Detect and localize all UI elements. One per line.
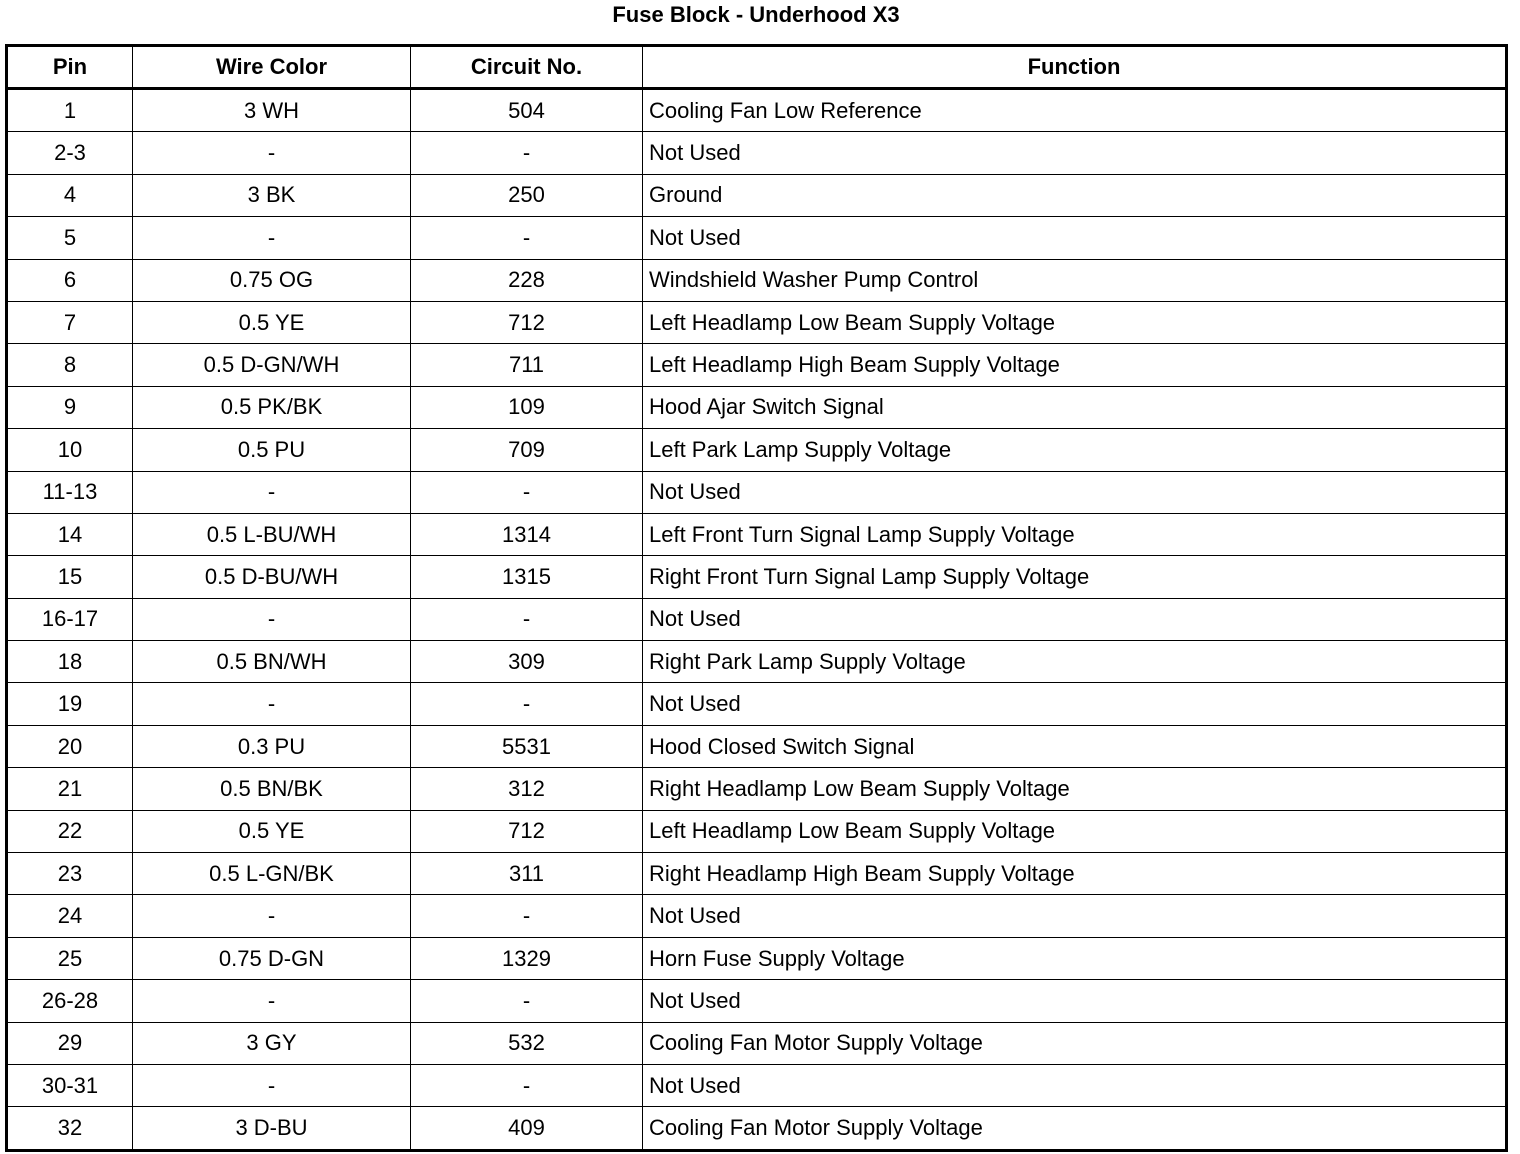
function-cell: Left Headlamp Low Beam Supply Voltage (643, 810, 1507, 852)
wire-color-cell: 0.5 PU (133, 429, 411, 471)
pin-cell: 22 (7, 810, 133, 852)
function-cell: Horn Fuse Supply Voltage (643, 937, 1507, 979)
table-row (7, 641, 1507, 683)
circuit-cell: 309 (411, 641, 643, 683)
circuit-cell: - (411, 471, 643, 513)
table-row (7, 471, 1507, 513)
table-row (7, 725, 1507, 767)
wire-color-cell: 0.5 YE (133, 301, 411, 343)
wire-color-cell: 0.75 OG (133, 259, 411, 301)
table-row (7, 895, 1507, 937)
pin-cell: 11-13 (7, 471, 133, 513)
circuit-cell: 311 (411, 853, 643, 895)
circuit-cell: - (411, 132, 643, 174)
header-function: Function (643, 46, 1507, 89)
wire-color-cell: 0.3 PU (133, 725, 411, 767)
function-cell: Right Headlamp Low Beam Supply Voltage (643, 768, 1507, 810)
pin-cell: 21 (7, 768, 133, 810)
circuit-cell: 1315 (411, 556, 643, 598)
function-cell: Right Front Turn Signal Lamp Supply Voltage (643, 556, 1507, 598)
function-cell: Not Used (643, 598, 1507, 640)
pin-cell: 9 (7, 386, 133, 428)
circuit-cell: 709 (411, 429, 643, 471)
pin-cell: 7 (7, 301, 133, 343)
table-row (7, 344, 1507, 386)
function-cell: Left Headlamp High Beam Supply Voltage (643, 344, 1507, 386)
table-row (7, 174, 1507, 216)
wire-color-cell: - (133, 1064, 411, 1106)
function-cell: Left Front Turn Signal Lamp Supply Voltage (643, 513, 1507, 555)
function-cell: Cooling Fan Motor Supply Voltage (643, 1107, 1507, 1150)
function-cell: Not Used (643, 471, 1507, 513)
wire-color-cell: 3 WH (133, 89, 411, 132)
table-header-row (7, 46, 1507, 89)
circuit-cell: - (411, 980, 643, 1022)
function-cell: Cooling Fan Low Reference (643, 89, 1507, 132)
circuit-cell: - (411, 598, 643, 640)
table-row (7, 132, 1507, 174)
function-cell: Cooling Fan Motor Supply Voltage (643, 1022, 1507, 1064)
table-row (7, 259, 1507, 301)
table-row (7, 1107, 1507, 1150)
wire-color-cell: - (133, 895, 411, 937)
table-row (7, 513, 1507, 555)
pin-cell: 19 (7, 683, 133, 725)
function-cell: Not Used (643, 1064, 1507, 1106)
header-pin: Pin (7, 46, 133, 89)
pin-cell: 30-31 (7, 1064, 133, 1106)
function-cell: Hood Ajar Switch Signal (643, 386, 1507, 428)
function-cell: Not Used (643, 895, 1507, 937)
pin-cell: 16-17 (7, 598, 133, 640)
connector-pinout-table (5, 44, 1508, 1152)
pin-cell: 18 (7, 641, 133, 683)
function-cell: Windshield Washer Pump Control (643, 259, 1507, 301)
pin-cell: 29 (7, 1022, 133, 1064)
circuit-cell: - (411, 683, 643, 725)
circuit-cell: 712 (411, 810, 643, 852)
wire-color-cell: 0.5 YE (133, 810, 411, 852)
circuit-cell: - (411, 217, 643, 259)
circuit-cell: 409 (411, 1107, 643, 1150)
function-cell: Ground (643, 174, 1507, 216)
table-row (7, 556, 1507, 598)
wire-color-cell: 0.5 D-GN/WH (133, 344, 411, 386)
function-cell: Left Park Lamp Supply Voltage (643, 429, 1507, 471)
circuit-cell: - (411, 1064, 643, 1106)
function-cell: Right Headlamp High Beam Supply Voltage (643, 853, 1507, 895)
header-circuit-no: Circuit No. (411, 46, 643, 89)
header-wire-color: Wire Color (133, 46, 411, 89)
wire-color-cell: 0.5 BN/BK (133, 768, 411, 810)
wire-color-cell: 3 GY (133, 1022, 411, 1064)
function-cell: Not Used (643, 980, 1507, 1022)
pin-cell: 10 (7, 429, 133, 471)
circuit-cell: 250 (411, 174, 643, 216)
table-row (7, 217, 1507, 259)
circuit-cell: 532 (411, 1022, 643, 1064)
pin-cell: 4 (7, 174, 133, 216)
table-row (7, 89, 1507, 132)
wire-color-cell: 0.5 L-GN/BK (133, 853, 411, 895)
wire-color-cell: 0.5 BN/WH (133, 641, 411, 683)
wire-color-cell: - (133, 980, 411, 1022)
wire-color-cell: - (133, 471, 411, 513)
circuit-cell: 228 (411, 259, 643, 301)
pin-cell: 25 (7, 937, 133, 979)
wire-color-cell: 0.5 PK/BK (133, 386, 411, 428)
pin-cell: 8 (7, 344, 133, 386)
wire-color-cell: 3 BK (133, 174, 411, 216)
circuit-cell: 712 (411, 301, 643, 343)
wire-color-cell: - (133, 217, 411, 259)
table-body (7, 89, 1507, 1151)
table-row (7, 1064, 1507, 1106)
table-row (7, 1022, 1507, 1064)
pin-cell: 24 (7, 895, 133, 937)
circuit-cell: 1314 (411, 513, 643, 555)
function-cell: Right Park Lamp Supply Voltage (643, 641, 1507, 683)
pin-cell: 26-28 (7, 980, 133, 1022)
pin-cell: 1 (7, 89, 133, 132)
circuit-cell: 312 (411, 768, 643, 810)
wire-color-cell: 0.75 D-GN (133, 937, 411, 979)
pin-cell: 32 (7, 1107, 133, 1150)
pin-cell: 23 (7, 853, 133, 895)
wire-color-cell: 0.5 D-BU/WH (133, 556, 411, 598)
table-row (7, 429, 1507, 471)
wire-color-cell: - (133, 132, 411, 174)
page-title: Fuse Block - Underhood X3 (612, 2, 900, 27)
function-cell: Not Used (643, 683, 1507, 725)
circuit-cell: - (411, 895, 643, 937)
function-cell: Not Used (643, 132, 1507, 174)
table-row (7, 853, 1507, 895)
circuit-cell: 5531 (411, 725, 643, 767)
pin-cell: 14 (7, 513, 133, 555)
table-row (7, 598, 1507, 640)
circuit-cell: 109 (411, 386, 643, 428)
table-row (7, 980, 1507, 1022)
pin-cell: 5 (7, 217, 133, 259)
table-row (7, 683, 1507, 725)
pin-cell: 6 (7, 259, 133, 301)
function-cell: Hood Closed Switch Signal (643, 725, 1507, 767)
wire-color-cell: - (133, 598, 411, 640)
function-cell: Not Used (643, 217, 1507, 259)
table-row (7, 810, 1507, 852)
pin-cell: 15 (7, 556, 133, 598)
wire-color-cell: 0.5 L-BU/WH (133, 513, 411, 555)
table-row (7, 386, 1507, 428)
pin-cell: 2-3 (7, 132, 133, 174)
wire-color-cell: - (133, 683, 411, 725)
table-row (7, 768, 1507, 810)
circuit-cell: 1329 (411, 937, 643, 979)
table-row (7, 301, 1507, 343)
function-cell: Left Headlamp Low Beam Supply Voltage (643, 301, 1507, 343)
pin-cell: 20 (7, 725, 133, 767)
circuit-cell: 504 (411, 89, 643, 132)
table-row (7, 937, 1507, 979)
wire-color-cell: 3 D-BU (133, 1107, 411, 1150)
circuit-cell: 711 (411, 344, 643, 386)
